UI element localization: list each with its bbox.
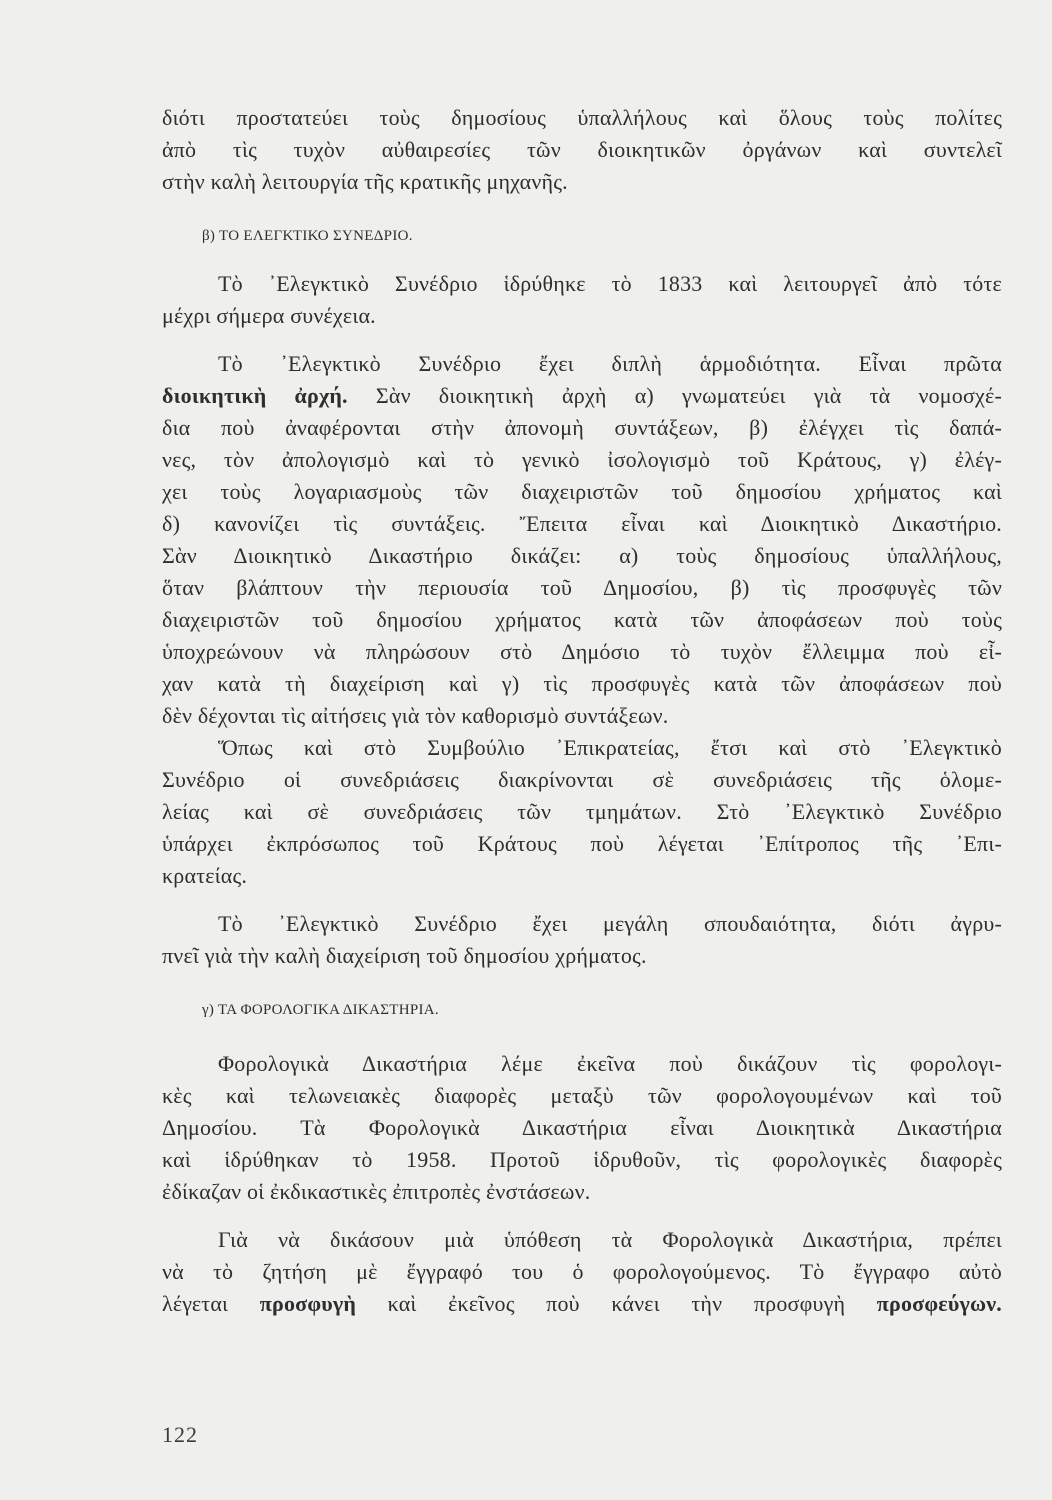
text-line: Συνέδριο οἱ συνεδριάσεις διακρίνονται σὲ συνεδριάσεις τῆς ὁλομε- [162,767,1002,792]
text-line: Φορολογικὰ Δικαστήρια λέμε ἐκεῖνα ποὺ δικάζουν τὶς φορολογι- [218,1051,1002,1076]
text-line: νὰ τὸ ζητήση μὲ ἔγγραφό του ὁ φορολογούμενος. Τὸ ἔγγραφο αὐτὸ [162,1259,1002,1284]
text-line: Τὸ ᾿Ελεγκτικὸ Συνέδριο ἔχει διπλὴ ἁρμοδιότητα. Εἶναι πρῶτα [218,351,1002,376]
paragraph-5 [162,908,1002,972]
bold-term: προσφυγὴ [259,1291,357,1316]
text-line: νες, τὸν ἀπολογισμὸ καὶ τὸ γενικὸ ἰσολογισμὸ τοῦ Κράτους, γ) ἐλέγ- [162,447,1002,472]
text-line: μέχρι σήμερα συνέχεια. [162,303,376,328]
text-line [162,380,1002,412]
paragraph-6 [162,1048,1002,1208]
paragraph-1 [162,102,1002,198]
text-line: χει τοὺς λογαριασμοὺς τῶν διαχειριστῶν τοῦ δημοσίου χρήματος καὶ [162,479,1002,504]
text-span: λέγεται [162,1291,260,1316]
text-line: ὑπάρχει ἐκπρόσωπος τοῦ Κράτους ποὺ λέγεται ᾿Επίτροπος τῆς ᾿Επι- [162,831,1002,856]
section-heading-c: γ) ΤΑ ΦΟΡΟΛΟΓΙΚΑ ΔΙΚΑΣΤΗΡΙΑ. [202,1002,439,1018]
text-line: ὅταν βλάπτουν τὴν περιουσία τοῦ Δημοσίου, β) τὶς προσφυγὲς τῶν [162,575,1002,600]
text-line: δὲν δέχονται τὶς αἰτήσεις γιὰ τὸν καθορισμὸ συντάξεων. [162,703,669,728]
page-body [162,102,1002,1320]
text-line: κρατείας. [162,863,248,888]
paragraph-4 [162,732,1002,892]
text-line: διαχειριστῶν τοῦ δημοσίου χρήματος κατὰ τῶν ἀποφάσεων ποὺ τοὺς [162,607,1002,632]
text-line: Τὸ ᾿Ελεγκτικὸ Συνέδριο ἔχει μεγάλη σπουδαιότητα, διότι ἀγρυ- [218,911,1002,936]
text-line: Τὸ ᾿Ελεγκτικὸ Συνέδριο ἱδρύθηκε τὸ 1833 καὶ λειτουργεῖ ἀπὸ τότε [218,271,1002,296]
section-heading-b: β) ΤΟ ΕΛΕΓΚΤΙΚΟ ΣΥΝΕΔΡΙΟ. [202,228,413,244]
text-line: Σὰν Διοικητικὸ Δικαστήριο δικάζει: α) τοὺς δημοσίους ὑπαλλήλους, [162,543,1002,568]
text-line: λείας καὶ σὲ συνεδριάσεις τῶν τμημάτων. Στὸ ᾿Ελεγκτικὸ Συνέδριο [162,799,1002,824]
text-line: χαν κατὰ τὴ διαχείριση καὶ γ) τὶς προσφυγὲς κατὰ τῶν ἀποφάσεων ποὺ [162,671,1002,696]
text-line: ἐδίκαζαν οἱ ἐκδικαστικὲς ἐπιτροπὲς ἐνστάσεων. [162,1179,591,1204]
text-line: πνεῖ γιὰ τὴν καλὴ διαχείριση τοῦ δημοσίου χρήματος. [162,943,647,968]
text-line: διότι προστατεύει τοὺς δημοσίους ὑπαλλήλους καὶ ὅλους τοὺς πολίτες [162,105,1002,130]
paragraph-7 [162,1224,1002,1320]
paragraph-3 [162,348,1002,732]
text-line: Δημοσίου. Τὰ Φορολογικὰ Δικαστήρια εἶναι Διοικητικὰ Δικαστήρια [162,1115,1002,1140]
text-line: Ὅπως καὶ στὸ Συμβούλιο ᾿Επικρατείας, ἔτσι καὶ στὸ ᾿Ελεγκτικὸ [218,735,1002,760]
text-line: Γιὰ νὰ δικάσουν μιὰ ὑπόθεση τὰ Φορολογικὰ Δικαστήρια, πρέπει [218,1227,1002,1252]
text-line: στὴν καλὴ λειτουργία τῆς κρατικῆς μηχανῆς. [162,169,568,194]
text-line [162,1288,1002,1320]
text-span: Σὰν διοικητικὴ ἀρχὴ α) γνωματεύει γιὰ τὰ νομοσχέ- [347,383,1002,408]
text-line: ὑποχρεώνουν νὰ πληρώσουν στὸ Δημόσιο τὸ τυχὸν ἔλλειμμα ποὺ εἶ- [162,639,1002,664]
bold-term: διοικητικὴ ἀρχή. [162,383,348,408]
text-line: δια ποὺ ἀναφέρονται στὴν ἀπονομὴ συντάξεων, β) ἐλέγχει τὶς δαπά- [162,415,1002,440]
text-span: καὶ ἐκεῖνος ποὺ κάνει τὴν προσφυγὴ [356,1291,877,1316]
paragraph-2 [162,268,1002,332]
page-number: 122 [162,1422,198,1447]
text-line: κὲς καὶ τελωνειακὲς διαφορὲς μεταξὺ τῶν φορολογουμένων καὶ τοῦ [162,1083,1002,1108]
text-line: ἀπὸ τὶς τυχὸν αὐθαιρεσίες τῶν διοικητικῶν ὀργάνων καὶ συντελεῖ [162,137,1002,162]
text-line: καὶ ἱδρύθηκαν τὸ 1958. Προτοῦ ἱδρυθοῦν, τὶς φορολογικὲς διαφορὲς [162,1147,1002,1172]
text-line: δ) κανονίζει τὶς συντάξεις. Ἔπειτα εἶναι καὶ Διοικητικὸ Δικαστήριο. [162,511,1002,536]
bold-term: προσφεύγων. [876,1291,1002,1316]
